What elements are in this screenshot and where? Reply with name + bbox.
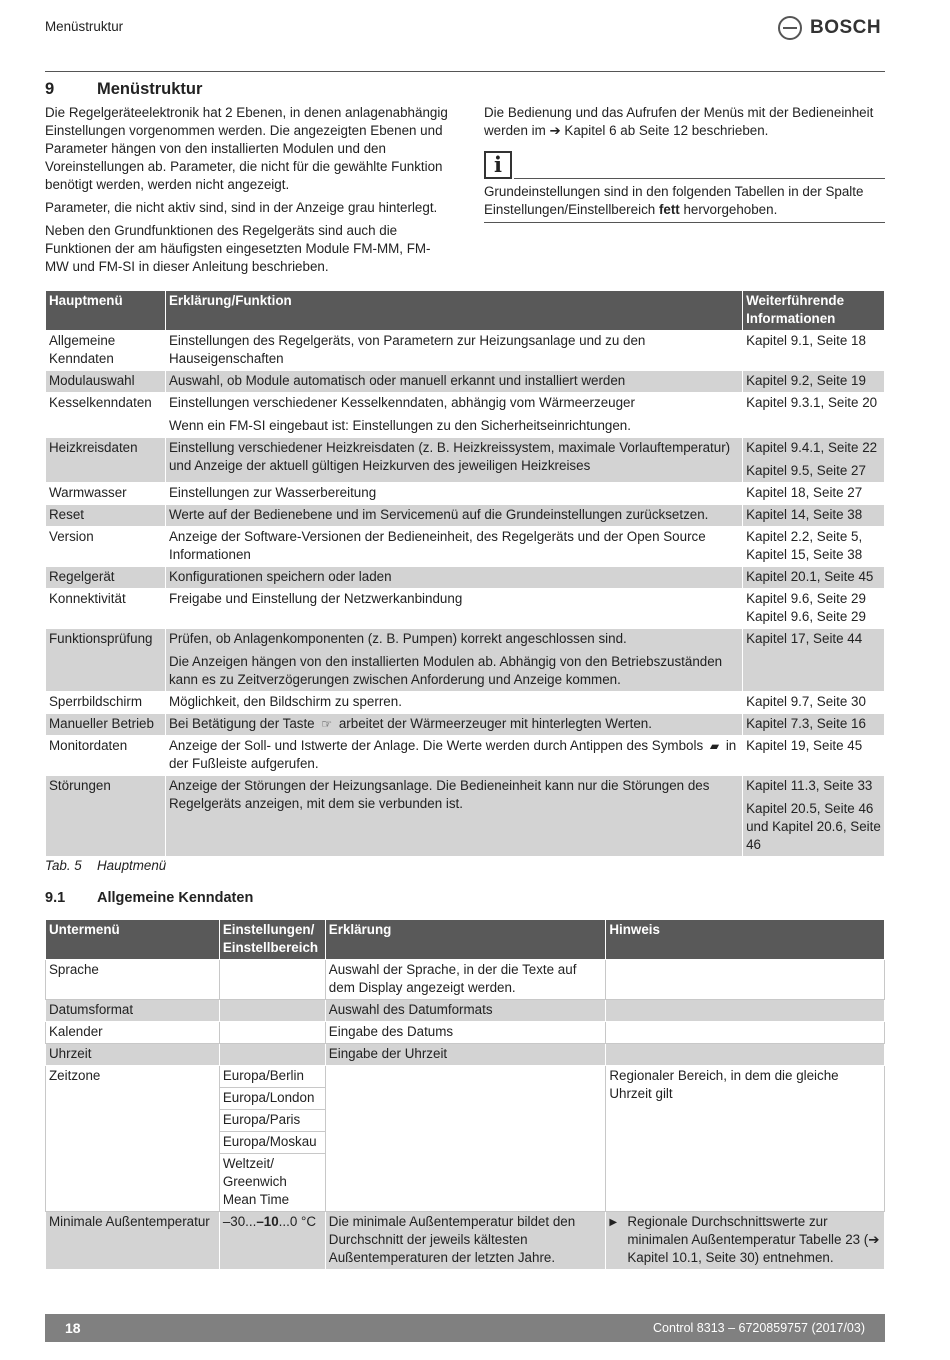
intro-paragraph: Neben den Grundfunktionen des Regelgeräts sind auch die Funktionen der am häufigsten eingesetzten Module FM-MM, FM-MW und FM-SI in dieser Anleitung beschrieben. (45, 223, 431, 274)
monitor-icon: ▰ (709, 739, 720, 753)
column-header: Hinweis (606, 920, 885, 960)
column-header: Einstellungen/ Einstellbereich (219, 920, 325, 960)
column-header: Weiterführende Informationen (743, 291, 885, 331)
table-row: Konnektivität Freigabe und Einstellung der Netzwerkanbindung Kapitel 9.6, Seite 29 Kapitel 9.6, Seite 29 (46, 589, 885, 629)
table-row: Kesselkenndaten Einstellungen verschiedener Kesselkenndaten, abhängig vom Wärmeerzeuger Wenn ein FM-SI eingebaut ist: Einstellungen zu den Sicherheitseinrichtungen. Kapitel 9.3.1, Seite 20 (46, 393, 885, 438)
table-row: Europa/London (46, 1088, 885, 1110)
intro-paragraph: Parameter, die nicht aktiv sind, sind in der Anzeige grau hinterlegt. (45, 200, 438, 215)
table-row: Modulauswahl Auswahl, ob Module automatisch oder manuell erkannt und installiert werden Kapitel 9.2, Seite 19 (46, 371, 885, 393)
table-row: Kalender Eingabe des Datums (46, 1022, 885, 1044)
table-row: Reset Werte auf der Bedienebene und im Servicemenü auf die Grundeinstellungen zurücksetzen. Kapitel 14, Seite 38 (46, 505, 885, 527)
document-id: Control 8313 – 6720859757 (2017/03) (653, 1321, 865, 1335)
table-row: Europa/Paris (46, 1110, 885, 1132)
header-divider (45, 71, 885, 72)
info-note (484, 151, 885, 179)
table-row: Heizkreisdaten Einstellung verschiedener Heizkreisdaten (z. B. Heizkreissystem, maximale Vorlauftemperatur) und Anzeige der aktuell gültigen Heizkurven des jeweiligen Heizkreises Kapitel 9.4.1, Seite 22 Kapitel 9.5, Seite 27 (46, 438, 885, 483)
table-header-row (46, 291, 885, 331)
intro-paragraph: Die Regelgeräteelektronik hat 2 Ebenen, in denen anlagenabhängig Einstellungen vorgenommen werden. Die angezeigten Ebenen und Parameter hängen von den installierten Modulen und den Voreinstellungen ab. Parameter, die nicht für die gewählte Funktion benötigt werden, werden nicht angezeigt. (45, 105, 448, 192)
general-settings-table (45, 919, 885, 1270)
brand-logo (778, 16, 881, 40)
table-row: Funktionsprüfung Prüfen, ob Anlagenkomponenten (z. B. Pumpen) korrekt angeschlossen sind. Die Anzeigen hängen von den installierten Modulen ab. Abhängig von den Betriebszuständen kann es zu Zeitverzögerungen zwischen Anforderung und Anzeige kommen. Kapitel 17, Seite 44 (46, 629, 885, 692)
brand-name: BOSCH (810, 17, 882, 38)
column-header: Untermenü (46, 920, 220, 960)
page-number: 18 (65, 1320, 81, 1336)
bullet-triangle-icon: ▶ (609, 1217, 618, 1228)
table-row: Monitordaten Anzeige der Soll- und Istwerte der Anlage. Die Werte werden durch Antippen des Symbols ▰ in der Fußleiste aufgerufen. Kapitel 19, Seite 45 (46, 736, 885, 776)
column-header: Erklärung/Funktion (165, 291, 742, 331)
header-title: Menüstruktur (45, 19, 124, 34)
table-row: Weltzeit/ Greenwich Mean Time (46, 1154, 885, 1212)
page-footer (45, 1314, 885, 1342)
subsection-title: 9.1 Allgemeine Kenndaten (45, 890, 254, 906)
table-row: Sprache Auswahl der Sprache, in der die Texte auf dem Display angezeigt werden. (46, 960, 885, 1000)
table-row: Regelgerät Konfigurationen speichern oder laden Kapitel 20.1, Seite 45 (46, 567, 885, 589)
table-row: Allgemeine Kenndaten Einstellungen des Regelgeräts, von Parametern zur Heizungsanlage und zu den Hauseigenschaften Kapitel 9.1, Seite 18 (46, 331, 885, 371)
table-row: Warmwasser Einstellungen zur Wasserbereitung Kapitel 18, Seite 27 (46, 483, 885, 505)
info-icon: i (484, 151, 512, 179)
table-row: Manueller Betrieb Bei Betätigung der Taste ☞ arbeitet der Wärmeerzeuger mit hinterlegten Werten. Kapitel 7.3, Seite 16 (46, 714, 885, 736)
table-row: Minimale Außentemperatur –30...–10...0 °C Die minimale Außentemperatur bildet den Durchschnitt der jeweils kältesten Außentemperaturen der letzten Jahre. ▶ Regionale Durchschnittswerte zur minimalen Außentemperatur Tabelle 23 (➔ Kapitel 10.1, Seite 30) entnehmen. (46, 1212, 885, 1270)
column-header: Erklärung (325, 920, 606, 960)
bosch-armature-icon (778, 16, 802, 40)
table-row: Zeitzone Europa/Berlin Regionaler Bereich, in dem die gleiche Uhrzeit gilt (46, 1066, 885, 1088)
hand-icon: ☞ (321, 717, 333, 731)
table-row: Uhrzeit Eingabe der Uhrzeit (46, 1044, 885, 1066)
table-row: Datumsformat Auswahl des Datumformats (46, 1000, 885, 1022)
table-header-row (46, 920, 885, 960)
table-row: Sperrbildschirm Möglichkeit, den Bildschirm zu sperren. Kapitel 9.7, Seite 30 (46, 692, 885, 714)
intro-left-column (45, 104, 450, 281)
main-menu-table (45, 290, 885, 857)
table-row: Version Anzeige der Software-Versionen der Bedieneinheit, des Regelgeräts und der Open Source Informationen Kapitel 2.2, Seite 5, Kapitel 15, Seite 38 (46, 527, 885, 567)
table-row: Störungen Anzeige der Störungen der Heizungsanlage. Die Bedieneinheit kann nur die Störungen des Regelgeräts anzeigen, mit dem sie verbunden ist. Kapitel 11.3, Seite 33 Kapitel 20.5, Seite 46 und Kapitel 20.6, Seite 46 (46, 776, 885, 857)
table-caption: Tab. 5 Hauptmenü (45, 858, 167, 873)
table-row: Europa/Moskau (46, 1132, 885, 1154)
intro-paragraph: Die Bedienung und das Aufrufen der Menüs mit der Bedieneinheit werden im ➔ Kapitel 6 ab Seite 12 beschrieben. (484, 105, 874, 138)
info-text: Grundeinstellungen sind in den folgenden Tabellen in der Spalte Einstellungen/Einstellbereich fett hervorgehoben. (484, 179, 885, 223)
column-header: Hauptmenü (46, 291, 166, 331)
section-title: 9 Menüstruktur (45, 80, 203, 98)
intro-right-column (484, 104, 885, 223)
